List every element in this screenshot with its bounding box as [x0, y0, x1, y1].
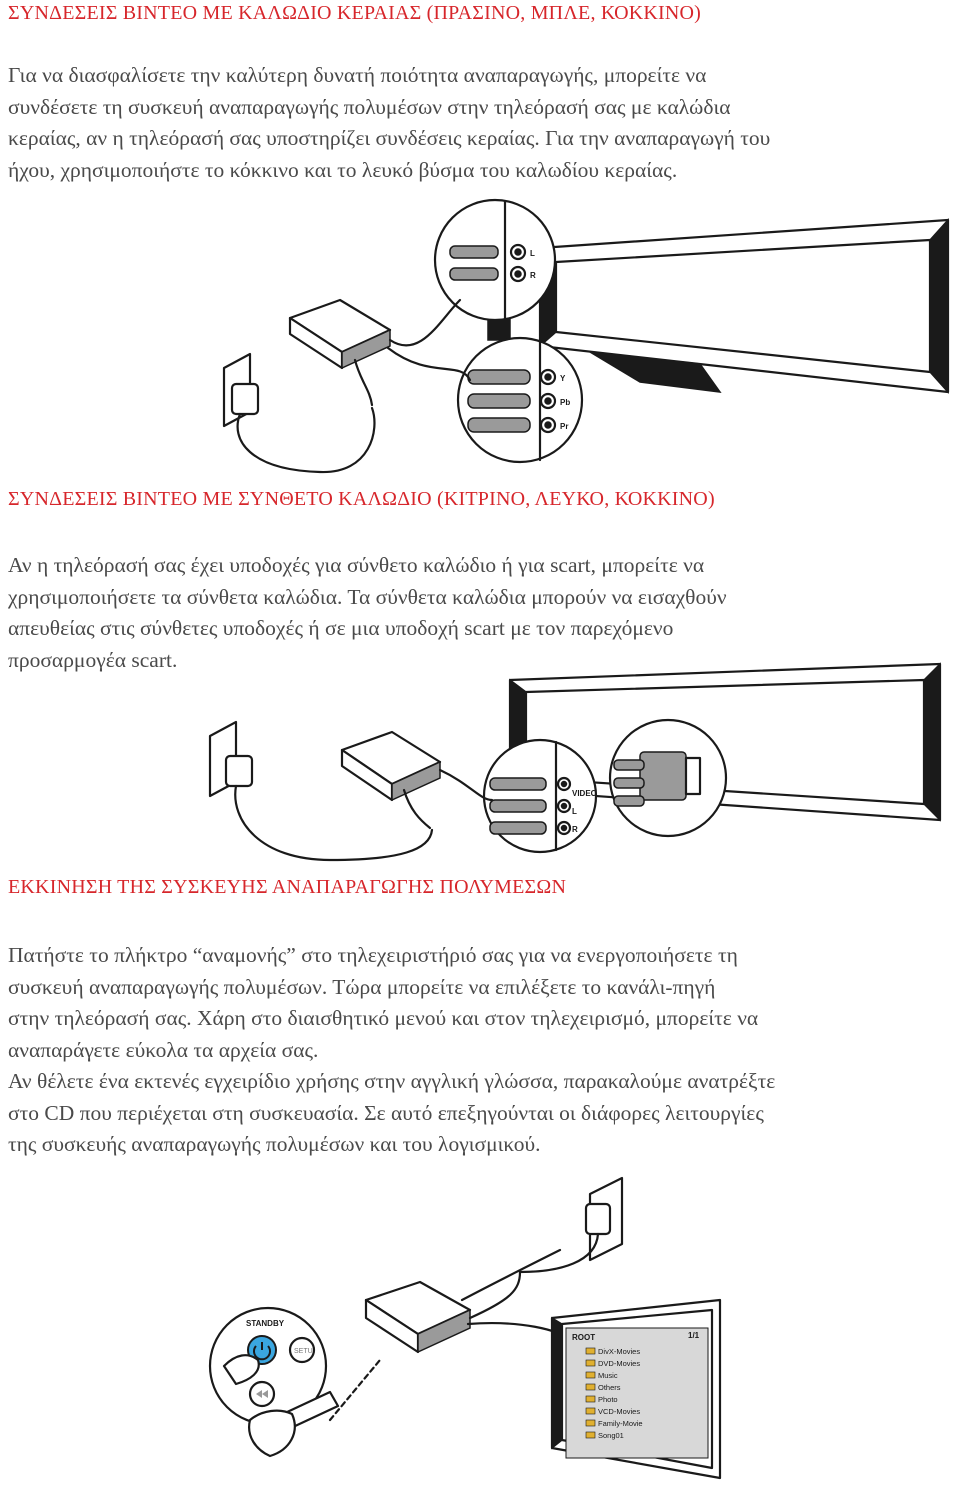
label-video: VIDEO — [572, 789, 597, 798]
paragraph-line: συσκευή αναπαραγωγής πολυμέσων. Τώρα μπορείτε να επιλέξετε το κανάλι-πηγή — [8, 974, 716, 999]
label-l: L — [572, 807, 577, 816]
paragraph-line: συνδέσετε τη συσκευή αναπαραγωγής πολυμέσων στην τηλεόρασή σας με καλώδια — [8, 94, 731, 119]
label-pb: Pb — [560, 398, 571, 407]
label-r: R — [572, 825, 578, 834]
label-y: Y — [560, 374, 566, 383]
paragraph-line: Αν η τηλεόρασή σας έχει υποδοχές για σύνθετο καλώδιο ή για scart, μπορείτε να — [8, 553, 705, 577]
menu-page-label: 1/1 — [688, 1331, 700, 1340]
menu-item: Music — [598, 1371, 618, 1380]
menu-root-label: ROOT — [572, 1333, 596, 1342]
label-pr: Pr — [560, 422, 569, 431]
power-adapter-illustration — [520, 1178, 622, 1272]
standby-label: STANDBY — [246, 1319, 285, 1328]
paragraph-line: Για να διασφαλίσετε την καλύτερη δυνατή ποιότητα αναπαραγωγής, μπορείτε να — [8, 63, 707, 87]
menu-item: Photo — [598, 1395, 618, 1404]
paragraph-line: αναπαράγετε εύκολα τα αρχεία σας. — [8, 1037, 319, 1062]
paragraph-line: της συσκευής αναπαραγωγής πολυμέσων και του λογισμικού. — [8, 1132, 541, 1156]
media-player-illustration — [366, 1282, 470, 1352]
paragraph-line: ήχου, χρησιμοποιήστε το κόκκινο και το λευκό βύσμα του καλωδίου κεραίας. — [8, 157, 678, 182]
label-r: R — [530, 271, 536, 280]
menu-item: Song01 — [598, 1431, 624, 1440]
menu-item: DVD-Movies — [598, 1359, 641, 1368]
label-l: L — [530, 249, 535, 258]
paragraph-line: Πατήστε το πλήκτρο “αναμονής” στο τηλεχειριστήριό σας για να ενεργοποιήσετε τη — [8, 943, 738, 967]
section-heading-startup: ΕΚΚΙΝΗΣΗ ΤΗΣ ΣΥΣΚΕΥΗΣ ΑΝΑΠΑΡΑΓΩΓΗΣ ΠΟΛΥΜΕΣΩΝ — [8, 876, 567, 898]
paragraph-line: στην τηλεόρασή σας. Χάρη στο διαισθητικό μενού και στον τηλεχειρισμό, μπορείτε να — [8, 1006, 759, 1030]
paragraph-line: κεραίας, αν η τηλεόρασή σας υποστηρίζει συνδέσεις κεραίας. Για την αναπαραγωγή του — [8, 126, 771, 150]
setup-label: SETU — [294, 1348, 313, 1355]
menu-item: VCD-Movies — [598, 1407, 641, 1416]
menu-item: Others — [598, 1383, 621, 1392]
menu-item: DivX-Movies — [598, 1347, 641, 1356]
section-heading-antenna: ΣΥΝΔΕΣΕΙΣ ΒΙΝΤΕΟ ΜΕ ΚΑΛΩΔΙΟ ΚΕΡΑΙΑΣ (ΠΡΑΣΙΝΟ, ΜΠΛΕ, ΚΟΚΚΙΝΟ) — [8, 2, 702, 24]
section-heading-composite: ΣΥΝΔΕΣΕΙΣ ΒΙΝΤΕΟ ΜΕ ΣΥΝΘΕΤΟ ΚΑΛΩΔΙΟ (ΚΙΤΡΙΝΟ, ΛΕΥΚΟ, ΚΟΚΚΙΝΟ) — [8, 488, 715, 510]
tv-illustration — [552, 1300, 720, 1478]
paragraph-line: προσαρμογέα scart. — [8, 647, 178, 672]
paragraph-line: Αν θέλετε ένα εκτενές εγχειρίδιο χρήσης στην αγγλική γλώσσα, παρακαλούμε ανατρέξτε — [8, 1069, 776, 1093]
paragraph-line: στο CD που περιέχεται στη συσκευασία. Σε αυτό επεξηγούνται οι διάφορες λειτουργίες — [8, 1100, 764, 1125]
menu-item: Family-Movie — [598, 1419, 643, 1428]
paragraph-line: απευθείας στις σύνθετες υποδοχές ή σε μια υποδοχή scart με τον παρεχόμενο — [8, 616, 674, 640]
paragraph-line: χρησιμοποιήσετε τα σύνθετα καλώδια. Τα σύνθετα καλώδια μπορούν να εισαχθούν — [8, 584, 727, 609]
